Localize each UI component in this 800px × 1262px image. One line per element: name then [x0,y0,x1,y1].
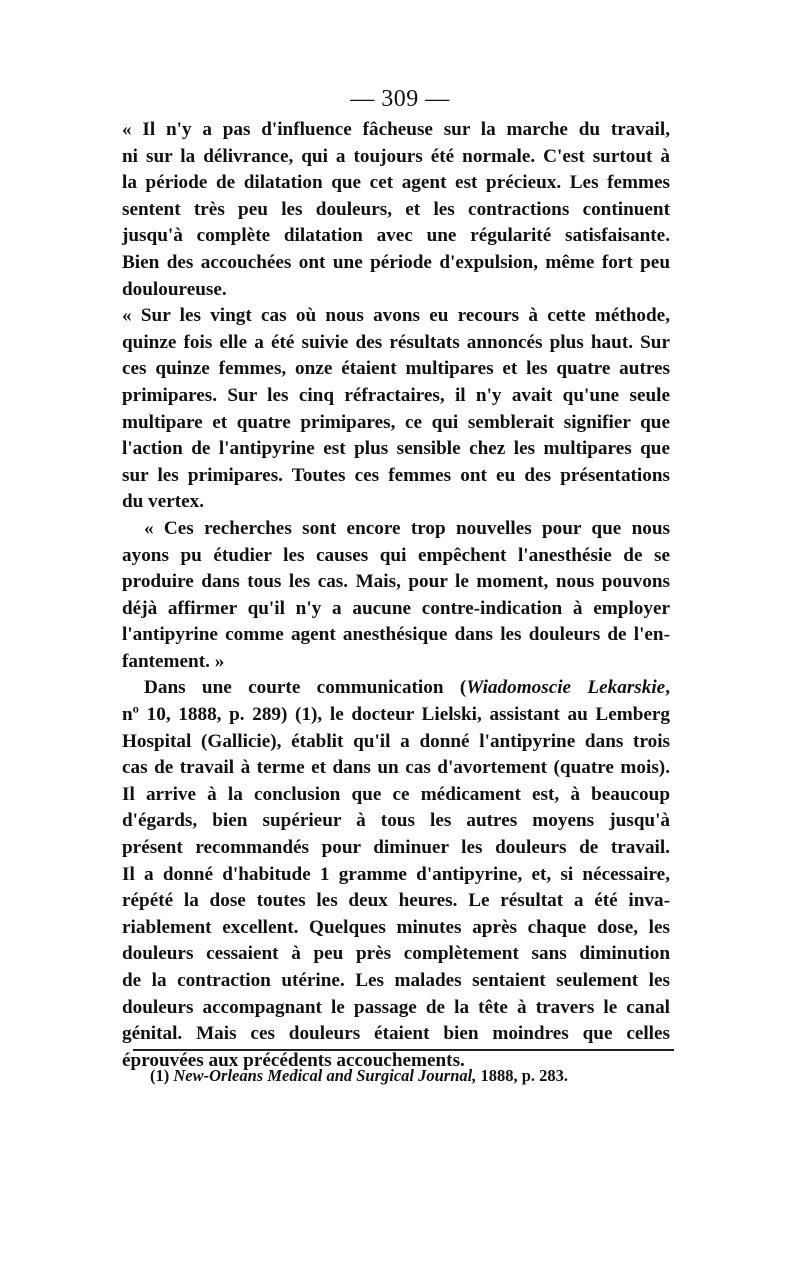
text-line: ayons pu étudier les causes qui empêchent l'anesthésie de se [122,544,670,566]
text-line: « Il n'y a pas d'influence fâcheuse sur la marche du travail, [122,119,670,140]
text-line: douleurs accompagnant le passage de la tête à travers le canal [122,996,670,1018]
text-line: quinze fois elle a été suivie des résultats annoncés plus haut. Sur [122,331,670,353]
footnote-divider [133,1049,674,1051]
body-text [122,117,670,1074]
text-line: Hospital (Gallicie), établit qu'il a donné l'antipyrine dans trois [122,730,670,752]
footnote-citation: 1888, p. 283. [480,1066,569,1085]
text-line: cas de travail à terme et dans un cas d'avortement (quatre mois). [122,757,670,779]
footnote [150,1066,568,1086]
text-line: sur les primipares. Toutes ces femmes ont eu des présentations [122,464,670,486]
text-line: Il arrive à la conclusion que ce médicament est, à beaucoup [122,783,670,805]
paragraph [122,303,670,516]
text-line: produire dans tous les cas. Mais, pour le moment, nous pouvons [122,571,670,593]
paragraph [122,675,670,1074]
text-line: « Sur les vingt cas où nous avons eu recours à cette méthode, [122,305,670,327]
footnote-marker: (1) [150,1066,170,1085]
text-line: multipare et quatre primipares, ce qui semblerait signifier que [122,411,670,433]
text-line: Dans une courte communication (Wiadomoscie Lekarskie, [144,677,670,699]
text-line: sentent très peu les douleurs, et les contractions continuent [122,198,670,220]
footnote-source: New-Orleans Medical and Surgical Journal, [173,1066,477,1085]
text-line: du vertex. [122,491,205,513]
text-line: éprouvées aux précédents accouchements. [122,1049,465,1071]
text-line: la période de dilatation que cet agent est précieux. Les femmes [122,172,670,194]
text-line: douleurs cessaient à peu près complètement sans diminution [122,943,670,965]
text-line: nº 10, 1888, p. 289) (1), le docteur Lielski, assistant au Lemberg [122,704,670,726]
text-line: « Ces recherches sont encore trop nouvelles pour que nous [144,517,670,539]
text-line: douloureuse. [122,278,227,300]
text-line: répété la dose toutes les deux heures. Le résultat a été inva- [122,890,670,912]
text-line: l'action de l'antipyrine est plus sensible chez les multipares que [122,438,670,460]
text-line: Bien des accouchées ont une période d'expulsion, même fort peu [122,251,670,273]
text-line: l'antipyrine comme agent anesthésique dans les douleurs de l'en- [122,624,670,646]
text-line: fantement. » [122,650,225,672]
paragraph [122,117,670,303]
text-line: ces quinze femmes, onze étaient multipares et les quatre autres [122,358,670,380]
paragraph [122,516,670,676]
page-number: — 309 — [350,86,450,112]
text-line: d'égards, bien supérieur à tous les autres moyens jusqu'à [122,810,670,832]
text-line: primipares. Sur les cinq réfractaires, il n'y avait qu'une seule [122,384,670,406]
text-line: riablement excellent. Quelques minutes après chaque dose, les [122,916,670,938]
text-line: présent recommandés pour diminuer les douleurs de travail. [122,837,670,859]
text-line: Il a donné d'habitude 1 gramme d'antipyrine, et, si nécessaire, [122,863,670,885]
text-line: jusqu'à complète dilatation avec une régularité satisfaisante. [122,225,670,247]
text-line: ni sur la délivrance, qui a toujours été normale. C'est surtout à [122,145,670,167]
text-line: déjà affirmer qu'il n'y a aucune contre-indication à employer [122,597,670,619]
journal-title: Wiadomoscie Lekarskie [466,677,666,699]
text-line: de la contraction utérine. Les malades sentaient seulement les [122,970,670,991]
text-line: génital. Mais ces douleurs étaient bien moindres que celles [122,1023,670,1045]
